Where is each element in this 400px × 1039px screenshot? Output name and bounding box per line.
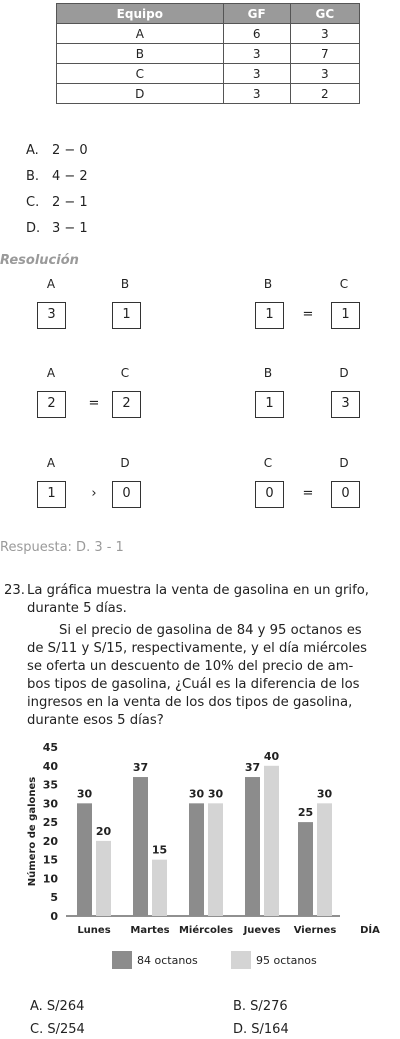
bar-95 <box>152 860 167 916</box>
bar-value-label: 25 <box>297 806 314 820</box>
option-letter: B. <box>26 169 40 184</box>
option-letter: C. <box>26 195 40 210</box>
bar-value-label: 15 <box>151 843 168 857</box>
question-line: se oferta un descuento de 10% del precio de am- <box>27 659 354 674</box>
question-line: de S/11 y S/15, respectivamente, y el día miércoles <box>27 641 367 656</box>
question-line: ingresos en la venta de los dos tipos de gasolina, <box>27 695 353 710</box>
bar-84 <box>245 777 260 916</box>
option-text: 3 − 1 <box>52 221 88 236</box>
question-line: La gráfica muestra la venta de gasolina en un grifo, <box>27 583 369 598</box>
answer-line: Respuesta: D. 3 - 1 <box>0 540 124 555</box>
y-tick-label: 0 <box>50 910 58 923</box>
option-letter: A. <box>26 143 39 158</box>
bar-95 <box>96 841 111 916</box>
cell-gc: 7 <box>290 44 359 64</box>
bar-value-label: 30 <box>76 787 93 801</box>
cell-gc: 2 <box>290 84 359 104</box>
group-label: A <box>46 456 56 470</box>
answer-option-a[interactable]: A. S/264 <box>30 999 85 1014</box>
bar-value-label: 40 <box>263 749 280 763</box>
relation-symbol: = <box>302 486 314 501</box>
value-box: 1 <box>255 391 284 418</box>
cell-gc: 3 <box>290 24 359 44</box>
y-tick-label: 40 <box>42 759 58 773</box>
answer-option-d[interactable]: D. S/164 <box>233 1022 289 1037</box>
value-box: 1 <box>112 302 141 329</box>
cell-team: C <box>57 64 224 84</box>
group-label: D <box>339 366 349 380</box>
x-tick-label: Jueves <box>243 925 281 936</box>
group-label: C <box>263 456 273 470</box>
bar-value-label: 37 <box>132 761 149 775</box>
value-box: 1 <box>37 481 66 508</box>
group-label: D <box>339 456 349 470</box>
x-tick-label: Martes <box>130 925 170 936</box>
bar-value-label: 20 <box>95 824 112 838</box>
cell-gc: 3 <box>290 64 359 84</box>
y-tick-label: 25 <box>42 816 58 830</box>
bar-95 <box>208 803 223 916</box>
legend-swatch-84 <box>112 951 132 969</box>
y-tick-label: 20 <box>42 834 58 848</box>
group-label: C <box>120 366 130 380</box>
group-label: C <box>339 277 349 291</box>
x-tick-label: Lunes <box>77 925 111 936</box>
y-tick-label: 5 <box>50 891 58 905</box>
cell-gf: 3 <box>223 44 290 64</box>
value-box: 1 <box>255 302 284 329</box>
group-label: B <box>120 277 130 291</box>
bar-value-label: 30 <box>188 787 205 801</box>
header-equipo: Equipo <box>57 4 224 24</box>
resolution-heading: Resolución <box>0 253 79 268</box>
group-label: A <box>46 277 56 291</box>
bar-84 <box>189 803 204 916</box>
question-line: durante 5 días. <box>27 601 127 616</box>
bar-95 <box>317 803 332 916</box>
value-box: 0 <box>331 481 360 508</box>
x-tick-label: Viernes <box>293 925 337 936</box>
bar-value-label: 30 <box>207 787 224 801</box>
value-box: 1 <box>331 302 360 329</box>
option-letter: D. <box>26 221 41 236</box>
answer-option-b[interactable]: B. S/276 <box>233 999 288 1014</box>
x-tick-label: Miércoles <box>178 925 234 936</box>
bar-95 <box>264 766 279 916</box>
cell-team: B <box>57 44 224 64</box>
value-box: 2 <box>112 391 141 418</box>
value-box: 0 <box>112 481 141 508</box>
value-box: 2 <box>37 391 66 418</box>
cell-gf: 3 <box>223 84 290 104</box>
cell-gf: 6 <box>223 24 290 44</box>
relation-symbol: = <box>88 396 100 411</box>
legend-label-95: 95 octanos <box>256 954 317 967</box>
header-gf: GF <box>223 4 290 24</box>
cell-team: D <box>57 84 224 104</box>
bar-value-label: 30 <box>316 787 333 801</box>
relation-symbol: › <box>91 486 97 501</box>
option-text: 4 − 2 <box>52 169 88 184</box>
y-tick-label: 10 <box>42 872 58 886</box>
bar-84 <box>133 777 148 916</box>
y-axis-label: Número de galones <box>27 776 38 887</box>
question-number: 23. <box>4 583 25 598</box>
bar-value-label: 37 <box>244 761 261 775</box>
group-label: A <box>46 366 56 380</box>
y-tick-label: 30 <box>42 797 58 811</box>
cell-gf: 3 <box>223 64 290 84</box>
value-box: 0 <box>255 481 284 508</box>
relation-symbol: = <box>302 307 314 322</box>
answer-option-c[interactable]: C. S/254 <box>30 1022 85 1037</box>
value-box: 3 <box>37 302 66 329</box>
legend-label-84: 84 octanos <box>137 954 198 967</box>
legend-swatch-95 <box>231 951 251 969</box>
bar-84 <box>298 822 313 916</box>
option-text: 2 − 1 <box>52 195 88 210</box>
header-gc: GC <box>290 4 359 24</box>
option-text: 2 − 0 <box>52 143 88 158</box>
group-label: B <box>263 277 273 291</box>
question-line: bos tipos de gasolina, ¿Cuál es la diferencia de los <box>27 677 360 692</box>
y-tick-label: 35 <box>42 778 58 792</box>
value-box: 3 <box>331 391 360 418</box>
cell-team: A <box>57 24 224 44</box>
group-label: D <box>120 456 130 470</box>
question-line: Si el precio de gasolina de 84 y 95 octanos es <box>59 623 362 638</box>
question-line: durante esos 5 días? <box>27 713 164 728</box>
y-tick-label: 15 <box>42 853 58 867</box>
group-label: B <box>263 366 273 380</box>
x-axis-label: DÍA <box>360 925 380 936</box>
y-tick-label: 45 <box>42 741 58 754</box>
bar-84 <box>77 803 92 916</box>
